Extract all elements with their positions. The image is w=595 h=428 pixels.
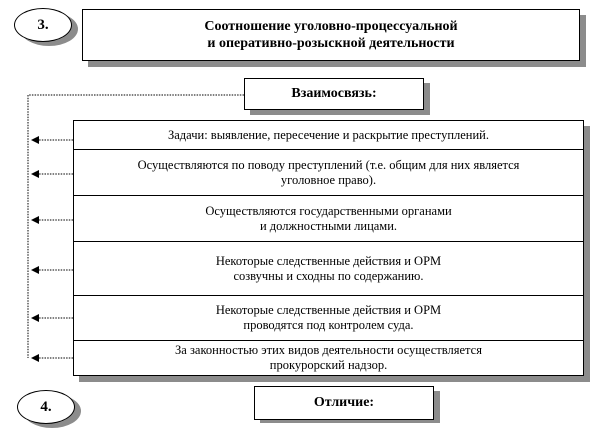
difference-header: Отличие: <box>313 395 375 410</box>
list-item-text: За законностью этих видов деятельности осуществляется прокурорский надзор. <box>175 343 482 372</box>
list-item <box>73 149 584 196</box>
next-section-number: 4. <box>40 398 52 415</box>
section-number-oval <box>14 8 72 42</box>
list-item-text: Осуществляются государственными органами и должностными лицами. <box>205 203 452 233</box>
list-item-text: Задачи: выявление, пересечение и раскрытие преступлений. <box>168 127 489 142</box>
difference-header-box <box>254 386 434 420</box>
title-line-1: Соотношение уголовно-процессуальной <box>204 19 458 34</box>
title-line-2: и оперативно-розыскной деятельности <box>207 36 455 51</box>
list-item <box>73 241 584 296</box>
list-item <box>73 295 584 341</box>
relationship-header-box <box>244 78 424 110</box>
section-number: 3. <box>37 16 49 33</box>
title-box <box>82 9 580 61</box>
next-section-number-oval <box>17 390 75 424</box>
list-item-text: Осуществляются по поводу преступлений (т.е. общим для них является уголовное право). <box>137 157 520 187</box>
list-item <box>73 340 584 376</box>
list-item-text: Некоторые следственные действия и ОРМ проводятся под контролем суда. <box>215 303 442 332</box>
relationship-header: Взаимосвязь: <box>291 86 377 101</box>
list-item <box>73 120 584 150</box>
list-item <box>73 195 584 242</box>
list-item-text: Некоторые следственные действия и ОРМ созвучны и сходны по содержанию. <box>215 253 442 283</box>
